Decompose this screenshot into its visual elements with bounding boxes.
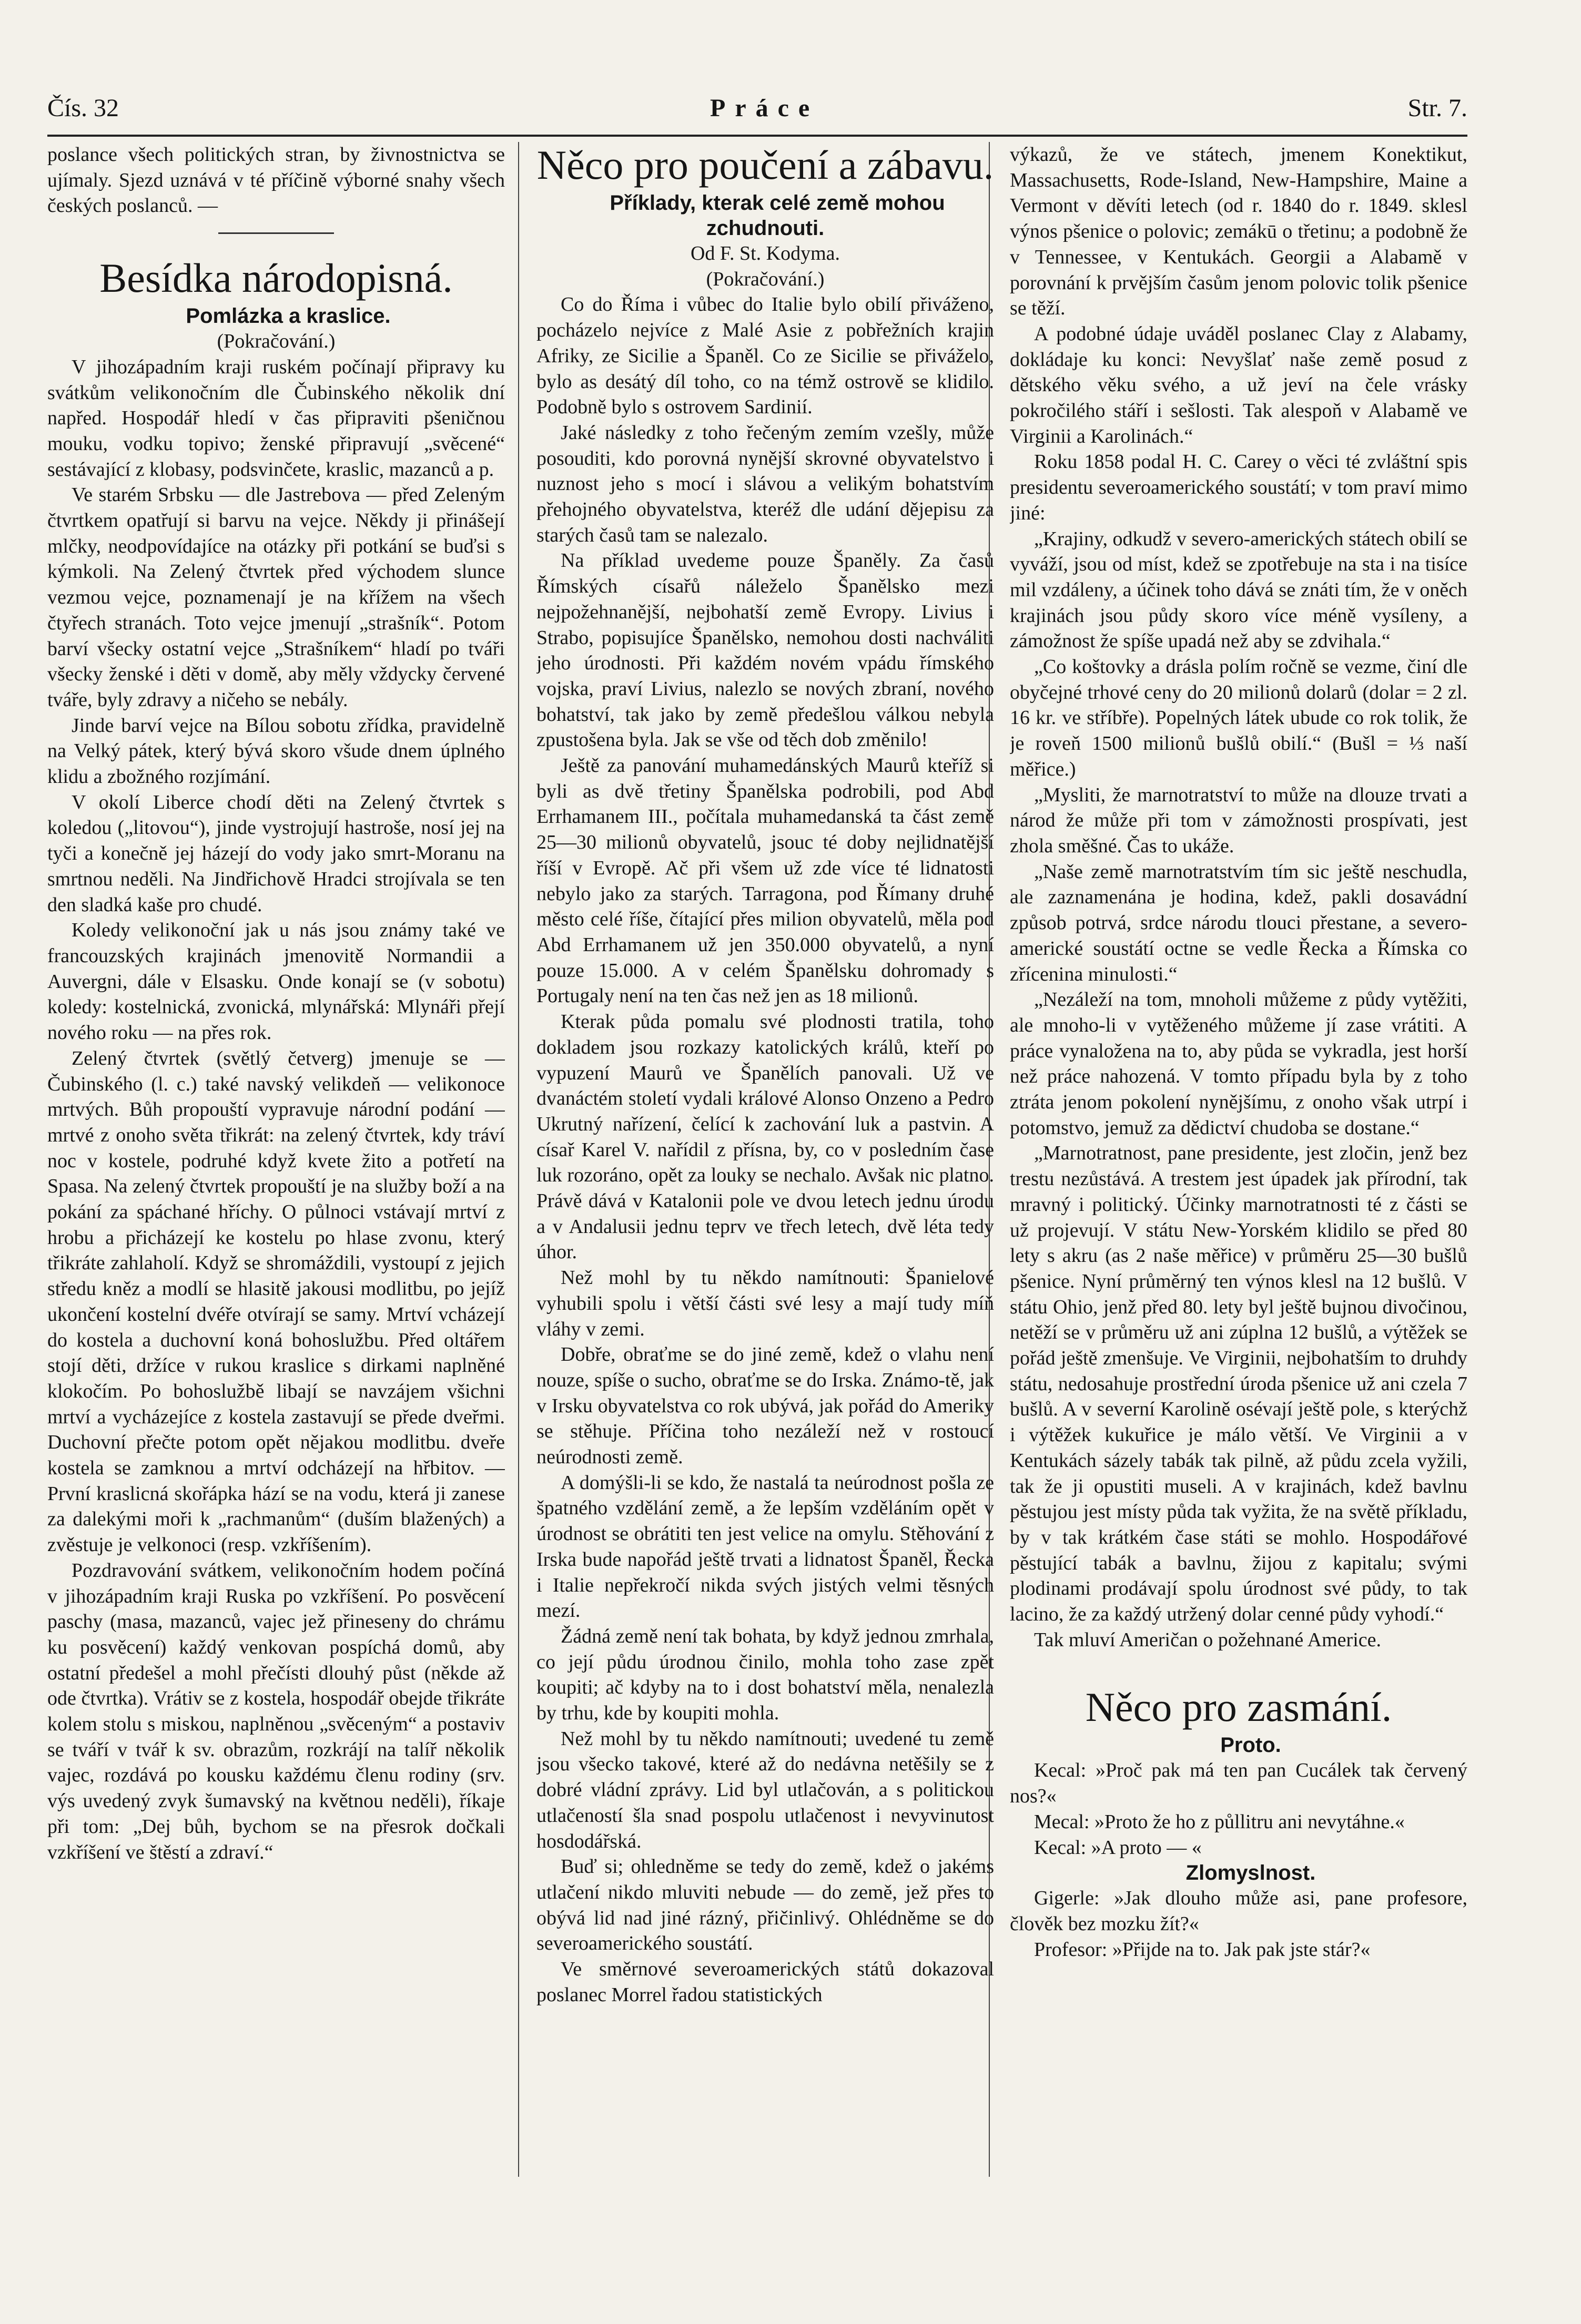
paragraph: Ve směrnové severoamerických států dokazoval poslanec Morrel řadou statistických bbox=[536, 1958, 994, 2006]
section-title: Něco pro zasmání. bbox=[1085, 1684, 1392, 1730]
paragraph: Roku 1858 podal H. C. Carey o věci té zvláštní spis presidentu severoamerického soustátí; v tom praví mimo jiné: bbox=[1010, 451, 1467, 524]
article-title: Pomlázka a kraslice. bbox=[186, 304, 391, 328]
section-divider bbox=[218, 232, 334, 234]
column-3 bbox=[1010, 142, 1467, 2277]
page-number: Str. 7. bbox=[1407, 94, 1467, 122]
joke-line: Mecal: »Proto že ho z půllitru ani nevytáhne.« bbox=[1034, 1810, 1405, 1833]
paragraph: Zelený čtvrtek (světlý četverg) jmenuje se — Čubinského (l. c.) také navský velikdeň — velikonoce mrtvých. Bůh propouští vypravuje národní podání — mrtvé z onoho světa třikrát: na zelený čtvrtek, kdy tráví noc v kostele, podruhé když kvete žito a potřetí na Spasa. Na zelený čtvrtek propouští je na služby boží a na pokání za spáchané hříchy. O půlnoci vstávají mrtví z hrobu a přicházejí ke kostelu po hlase zvonu, který třikráte zahlaholí. Když se shromáždili, vystoupí z jejich středu kněz a modlí se hlasitě jakousi modlitbu, po jejíž ukončení kostelní dvéře otvírají se samy. Mrtví vcházejí do kostela a duchovní koná bohoslužbu. Před oltářem stojí děti, držíce v rukou kraslice s dirkami naplněné klokočím. Po bohoslužbě libají se navzájem všichni mrtví a vycházejíce z kostela zastavují se přede dveřmi. Duchovní přečte potom opět nějakou modlitbu. dveře kostela se zamknou a mrtví odcházejí na hřbitov. — První kraslicná skořápka hází se na vodu, která ji zanese za dalekými moři k „rachmanům“ (duším blažených) a zvěstuje je velkonoci (resp. vzkříšením). bbox=[47, 1047, 505, 1556]
joke-title: Zlomyslnost. bbox=[1185, 1861, 1316, 1885]
paragraph: A domýšli-li se kdo, že nastalá ta neúrodnost pošla ze špatného vzdělání země, a že lepším vzděláním opět v úrodnost se obrátiti ten jest velice na omylu. Stěhování z Irska bude napořád ještě trvati a lidnatost Španěl, Řecka i Italie nepřekročí nikda svých jistých velmi těsných mezí. bbox=[536, 1471, 994, 1622]
article-title: Příklady, kterak celé země mohou zchudnouti. bbox=[610, 191, 945, 240]
section-title: Besídka národopisná. bbox=[99, 255, 453, 301]
article-note: (Pokračování.) bbox=[217, 330, 336, 353]
paragraph: Jinde barví vejce na Bílou sobotu zřídka, pravidelně na Velký pátek, který bývá skoro všude dnem úplného klidu a zbožného rozjímání. bbox=[47, 714, 505, 788]
joke-line: Kecal: »A proto — « bbox=[1034, 1836, 1202, 1859]
column-divider-1 bbox=[518, 142, 519, 2177]
issue-number: Čís. 32 bbox=[47, 94, 119, 122]
byline: Od F. St. Kodyma. bbox=[690, 242, 840, 264]
paragraph: Jaké následky z toho řečeným zemím vzešly, může posouditi, kdo porovná nynější skrovné obyvatelstvo i nuznost jeho s mocí i slávou a velikým bohatstvím přehojného obyvatelstva, kteréž dle udání dějepisu za starých časů tam se nalezalo. bbox=[536, 421, 994, 546]
paragraph: „Nezáleží na tom, mnoholi můžeme z půdy vytěžiti, ale mnoho-li v vytěženého můžeme jí zase vrátiti. A práce vynaložena na to, aby půda se vykradla, jest horší než práce nahozená. V tomto případu byla by z toho ztráta jenom pokolení nynějšímu, z onoho však utrpí i potomstvo, jemuž za dědictví chudoba se dostane.“ bbox=[1010, 988, 1467, 1139]
joke-line: Kecal: »Proč pak má ten pan Cucálek tak červený nos?« bbox=[1010, 1759, 1467, 1808]
article-note: (Pokračování.) bbox=[706, 268, 825, 290]
paragraph: Kterak půda pomalu své plodnosti tratila, toho dokladem jsou rozkazy katolických králů, kteří po vypuzení Maurů ve Španělích panovali. Už ve dvanáctém století vydali králové Alonso Onzeno a Pedro Ukrutný nařízení, čelící k zachování luk a pastvin. A císař Karel V. nařídil z přísna, by, co v posledním čase luk rozoráno, opět za louky se nechalo. Avšak nic platno. Právě dává v Katalonii pole ve dvou letech jednu úrodu a v Andalusii jednu teprv ve třech letech, dvě léta tedy úhor. bbox=[536, 1011, 994, 1263]
section-title: Něco pro poučení a zábavu. bbox=[536, 142, 994, 188]
joke-line: Gigerle: »Jak dlouho může asi, pane profesore, člověk bez mozku žít?« bbox=[1010, 1887, 1467, 1935]
joke-line: Profesor: »Přijde na to. Jak pak jste stár?« bbox=[1034, 1938, 1371, 1961]
paragraph: „Mysliti, že marnotratství to může na dlouze trvati a národ že může při tom v zámožnosti prospívati, jest zhola směšné. Čas to ukáže. bbox=[1010, 783, 1467, 857]
joke-title: Proto. bbox=[1220, 1734, 1281, 1757]
paragraph: výkazů, že ve státech, jmenem Konektikut, Massachusetts, Rode-Island, New-Hampshire, Maine a Vermont v děvíti letech (od r. 1840 do r. 1849. sklesl výnos pšenice o polovic; zemákū o třetinu; a podobně že v Tennessee, v Kentukách. Georgii a Alabamě v porovnání k prvějším časům jenom polovic tolik pšenice se těží. bbox=[1010, 144, 1467, 320]
paragraph: Co do Říma i vůbec do Italie bylo obilí přiváženo, pocházelo nejvíce z Malé Asie z pobřežních krajin Afriky, ze Sicilie a Španěl. Co ze Sicilie se přiváželo, bylo as desátý díl toho, co na témž ostrově se klidilo. Podobně bylo s ostrovem Sardinií. bbox=[536, 293, 994, 419]
paragraph: „Marnotratnost, pane presidente, jest zločin, jenž bez trestu nezůstává. A trestem jest úpadek jak přírodní, tak mravný i politický. Účinky marnotratnosti té z části se už projevují. V státu New-Yorském klidilo se před 80 lety s akru (as 2 naše měřice) v průměru 25—30 bušlů pšenice. Nyní průměrný ten výnos klesl na 12 bušlů. V státu Ohio, jenž před 80. lety byl ještě bujnou divočinou, netěží se v průměru už ani zúplna 12 bušlů, a výtěžek se pořád ještě zmenšuje. Ve Virginii, nejbohatším to druhdy státu, nedosahuje prostřední úroda pšenice už ani czela 7 bušlů. A v severní Karolině osévají ještě pole, s kterýchž i výtěžek kukuřice je málo větší. Ve Virginii a v Kentukách sázely tabák tak pilně, až půdu zcela vyžili, tak že ji opustiti museli. A v krajinách, kdež bavlnu pěstujou jest místy půda tak vyžita, že na světě příkladu, by v tak krátkém čase státi se mohlo. Hospodářové pěstující tabák a bavlnu, žijou z kapitalu; svými plodinami prodávají spolu úrodnost své půdy, to tak lacino, že za každý utržený dolar cenné půdy vyhodí.“ bbox=[1010, 1142, 1467, 1626]
paragraph: Než mohl by tu někdo namítnouti; uvedené tu země jsou všecko takové, které až do nedávna netěšily se z dobré vládní zprávy. Lid byl utlačován, a s politickou utlačeností šla snad pospolu utlačenost i nevyvinutost hosdodářská. bbox=[536, 1727, 994, 1852]
paragraph: „Co koštovky a drásla polím ročně se vezme, činí dle obyčejné trhové ceny do 20 milionů dolarů (dolar = 2 zl. 16 kr. ve stříbře). Popelných látek ubude co rok tolik, že je roveň 1500 milionů bušlů obilí.“ (Bušl = ⅓ naší měřice.) bbox=[1010, 656, 1467, 780]
paragraph: Tak mluví Američan o požehnané Americe. bbox=[1034, 1628, 1381, 1651]
paragraph: Než mohl by tu někdo namítnouti: Španielové vyhubili spolu i větší části své lesy a mají tudy míň vláhy v zemi. bbox=[536, 1267, 994, 1340]
paragraph: Ve starém Srbsku — dle Jastrebova — před Zeleným čtvrtkem opatřují si barvu na vejce. Někdy ji přinášejí mlčky, neodpovídajíce na otázky při potkání se buďsi s kýmkoli. Na Zelený čtvrtek před východem slunce vezmou vejce, poznamenají je na křížem na všech čtyřech stranách. Toto vejce jmenují „strašník“. Potom barví všecky ostatní vejce „Strašníkem“ hladí po tváři všecky ženské i děti v domě, aby měly vždycky červené tváře, byly zdravy a ničeho se nebály. bbox=[47, 484, 505, 711]
paragraph: Na příklad uvedeme pouze Španěly. Za časů Římských císařů náleželo Španělsko mezi nejpožehnanější, nejbohatší země Evropy. Livius i Strabo, popisujíce Španělsko, nemohou dosti nachváliti jeho úrodnosti. Při každém novém vpádu římského vojska, praví Livius, nalezlo se nových zbraní, nového bohatství, tak jako by země předešlou válkou nebyla zpustošena byla. Jak se vše od těch dob změnilo! bbox=[536, 549, 994, 751]
intro-paragraph: poslance všech politických stran, by živnostnictva se ujímaly. Sjezd uznává v té příčině výborné snahy všech českých poslanců. — bbox=[47, 144, 505, 217]
paragraph: A podobné údaje uváděl poslanec Clay z Alabamy, dokládaje ku konci: Nevyšlať naše země posud z dětského věku svého, a už jeví na čele vrásky pokročilého stáří i sešlosti. Tak alespoň v Alabamě ve Virginii a Karolinách.“ bbox=[1010, 322, 1467, 447]
paragraph: Dobře, obraťme se do jiné země, kdež o vlahu není nouze, spíše o sucho, obraťme se do Irska. Známo-tě, jak v Irsku obyvatelstva co rok ubývá, jak pořád do Ameriky se stěhuje. Příčina toho nezáleží než v rostoucí neúrodnosti země. bbox=[536, 1343, 994, 1469]
newspaper-title: Práce bbox=[710, 94, 819, 122]
paragraph: V okolí Liberce chodí děti na Zelený čtvrtek s koledou („litovou“), jinde vystrojují hastroše, nosí jej na tyči a konečně jej házejí do vody jako smrt-Moranu na smrtnou neděli. Na Jindřichově Hradci strojívala se ten den sladká kaše pro chudé. bbox=[47, 791, 505, 916]
paragraph: V jihozápadním kraji ruském počínají připravy ku svátkům velikonočním dle Čubinského několik dní napřed. Hospodář hledí v čas připraviti pšeničnou mouku, vodku topivo; ženské připravují „svěcené“ sestávající z klobasy, podsvinčete, kraslic, mazanců a p. bbox=[47, 355, 505, 481]
paragraph: Ještě za panování muhamedánských Maurů kteříž si byli as dvě třetiny Španělska podrobili, pod Abd Errhamanem III., počítala muhamedanská ta část země 25—30 milionů obyvatelů, jsouc té doby nejlidnatější říší v Evropě. Ač při všem už zde více té lidnatosti nebylo jako za starých. Tarragona, pod Římany druhé město celé říše, čítající přes milion obyvatelů, měla pod Abd Errhamanem už jen 350.000 obyvatelů, a nyní pouze 15.000. A v celém Španělsku dohromady s Portugaly není na ten čas než jen as 18 milionů. bbox=[536, 755, 994, 1007]
paragraph: Koledy velikonoční jak u nás jsou známy také ve francouzských krajinách jmenovitě Normandii a Auvergni, dále v Elsasku. Onde konají se (v sobotu) koledy: kostelnická, zvonická, mlynářská: Mlynáři přejí nového roku — na přes rok. bbox=[47, 919, 505, 1044]
joke-1 bbox=[1010, 1758, 1467, 1860]
paragraph: Žádná země není tak bohata, by když jednou zmrhala, co její půdu úrodnou činilo, mohla toho zase zpět koupiti; ač kdyby na to i dost bohatství měla, nenalezla by trhu, kde by koupiti mohla. bbox=[536, 1625, 994, 1725]
page-header bbox=[47, 89, 1467, 137]
paragraph: Buď si; ohledněme se tedy do země, kdež o jakéms utlačení nikdo mluviti nebude — do země, jež přes to obývá lid nad jiné rázný, přičinlivý. Ohlédněme se do severoamerického soustátí. bbox=[536, 1856, 994, 1955]
column-1 bbox=[47, 142, 505, 2277]
paragraph: Pozdravování svátkem, velikonočním hodem počíná v jihozápadním kraji Ruska po vzkříšení. Po posvěcení paschy (masa, mazanců, vajec jež přineseny do chrámu ku posvěcení) každý venkovan pospíchá domů, aby ostatní předešel a mohl přečísti dlouhý půst (někde až ode čtvrtka). Vrátiv se z kostela, hospodář obejde třikráte kolem stolu s miskou, naplněnou „svěceným“ a postaviv se tváří v tvář k sv. obrazům, rozkrájí na talíř několik vajec, rozdává po kousku každému členu rodiny (srv. výs uvedený zvyk šumavský na květnou neděli), říkaje při tom: „Dej bůh, bychom se na přesrok dočkali vzkříšení ve štěstí a zdraví.“ bbox=[47, 1559, 505, 1863]
paragraph: „Krajiny, odkudž v severo-amerických státech obilí se vyváží, jsou od míst, kdež se zpotřebuje na sta i na tisíce mil vzdáleny, a účinek toho dává se znáti tím, že v oněch krajinách jsou půdy skoro více méně vysíleny, a zámožnost že spíše upadá než aby se zdvihala.“ bbox=[1010, 527, 1467, 653]
joke-2 bbox=[1010, 1885, 1467, 1962]
column-2 bbox=[536, 142, 994, 2277]
paragraph: „Naše země marnotratstvím tím sic ještě neschudla, ale zaznamenána je hodina, kdež, pakli dosavádní způsob potrvá, srdce národu tlouci přestane, a severo-americké soustátí octne se vedle Řecka a Římska co zřícenina minulosti.“ bbox=[1010, 860, 1467, 985]
